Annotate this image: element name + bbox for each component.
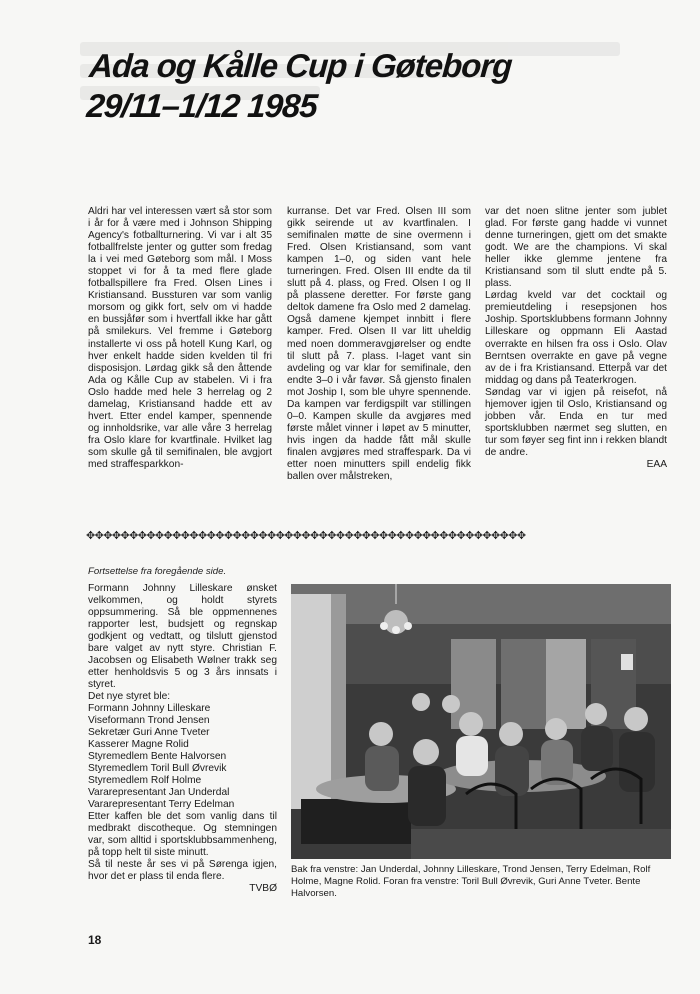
title-line-2: 29/11–1/12 1985 [85, 87, 319, 124]
board-member: Formann Johnny Lilleskare [88, 703, 211, 715]
board-member: Styremedlem Bente Halvorsen [88, 751, 227, 763]
board-member: Styremedlem Toril Bull Øvrevik [88, 763, 227, 775]
continued-paragraph-2: Etter kaffen ble det som vanlig dans til medbrakt discotheque. Og stemningen var, som alltid i sportsklubbsammenheng, på topp helt til siste minutt. [88, 811, 277, 859]
board-member: Sekretær Guri Anne Tveter [88, 727, 210, 739]
board-member: Styremedlem Rolf Holme [88, 775, 202, 787]
board-heading: Det nye styret ble: [88, 691, 171, 703]
article-column-2 [287, 206, 471, 483]
column-1-text: Aldri har vel interessen vært så stor som i år for å være med i Johnson Shipping Agency's fotballturnering. Vi var i alt 35 fotballfrelste jenter og gutter som fredag la i vei med Gøteborg som mål. I Moss stoppet vi for å ta med flere glade fotballspillere fra Fred. Olsen Lines i Kristiansand. Bussturen var som vanlig morsom og gikk fort, selv om vi hadde en bussjåfør som i hvertfall ikke har gått på smilekurs. Vel fremme i Gøteborg installerte vi oss på hotell Kung Karl, og hver enkelt hadde siden kvelden til fri disposisjon. Lørdag gikk så den åttende Ada og Kålle Cup av stabelen. Vi i fra Oslo hadde med hele 3 herrelag og 2 damelag, Kristiansand hadde ett av hvert. Etter endel kamper, spennende og innholdsrike, var alle våre 3 herrelag fra Oslo klare for kvartfinale. Hvilket lag som skulle gå til semifinalen, ble avgjort med straffesparkkon- [88, 206, 272, 470]
column-3-paragraph-3: Søndag var vi igjen på reisefot, nå hjemover igjen til Oslo, Kristiansand og jobben vår. Enda en tur med sportsklubben nærmet seg slutten, en tur som føyer seg fint inn i rekken blandt de andre. [485, 386, 667, 458]
article-column-3 [485, 206, 667, 471]
board-member: Kasserer Magne Rolid [88, 739, 189, 751]
column-3-paragraph-2: Lørdag kveld var det cocktail og premieutdeling i resepsjonen hos Joship. Sportsklubbens formann Johnny Lilleskare og oppmann Eli Aastad overrakte en hilsen fra oss i Oslo. Olav Berntsen overrakte en gave på vegne av de i fra Kristiansand. Etterpå var det middag og dans på Teaterkrogen. [485, 290, 667, 386]
continued-paragraph-1: Formann Johnny Lilleskare ønsket velkommen, og holdt styrets oppsummering. Så ble oppmennenes rapporter lest, budsjett og regnskap godkjent og vedtatt, og tilslutt gjenstod bare valget av nytt styre. Christian F. Jacobsen og Elisabeth Wølner trakk seg etter henholdsvis 5 og 3 års innsats i styret. [88, 583, 277, 691]
continued-paragraph-3: Så til neste år ses vi på Sørenga igjen, hvor det er plass til enda flere. [88, 859, 277, 883]
group-photo [291, 584, 671, 859]
board-member: Vararepresentant Terry Edelman [88, 799, 235, 811]
page-number: 18 [88, 933, 102, 947]
title-line-1: Ada og Kålle Cup i Gøteborg [88, 47, 513, 84]
board-member: Vararepresentant Jan Underdal [88, 787, 230, 799]
column-2-text: kurranse. Det var Fred. Olsen III som gikk seirende ut av kvartfinalen. I semifinalen møtte de sine overmenn i Fred. Olsen Kristiansand, som vant kampen 1–0, og siden vant hele turneringen. Fred. Olsen III endte da til slutt på 4. plass, og Fred. Olsen I og II på plassene deretter. For første gang deltok damene fra Oslo med 2 damelag. Også damene kjempet innbitt i flere kamper. Fred. Olsen II var litt uheldig med noen dommeravgjørelser og endte til slutt på 7. plass. I-laget vant sin avdeling og var klar for semifinale, den endte 3–0 i vår favør. Så gjensto finalen mot Joship I, som ble uhyre spennende. Da kampen var ferdigspilt var stillingen 0–0. Kampen skulle da avgjøres med første målet vinner i løpet av 5 minutter, hvis ingen da hadde fått mål skulle finalen avgjøres med straffespark. Da vi etter noen minutters spill endelig fikk ballen over målstreken, [287, 206, 471, 483]
restaurant-scene [291, 584, 671, 859]
article-column-1 [88, 206, 272, 471]
photo-caption: Bak fra venstre: Jan Underdal, Johnny Lilleskare, Trond Jensen, Terry Edelman, Rolf Holme, Magne Rolid. Foran fra venstre: Toril Bull Øvrevik, Guri Anne Tveter. Bente Halvorsen. [291, 864, 651, 899]
continued-signature: TVBØ [249, 883, 277, 895]
ornament-divider: ✥✥✥✥✥✥✥✥✥✥✥✥✥✥✥✥✥✥✥✥✥✥✥✥✥✥✥✥✥✥✥✥✥✥✥✥✥✥✥✥✥✥✥✥✥✥✥✥✥✥✥ [86, 530, 526, 542]
article-signature: EAA [646, 458, 667, 470]
board-list [88, 703, 277, 811]
continued-note: Fortsettelse fra foregående side. [88, 566, 227, 577]
column-3-paragraph-1: var det noen slitne jenter som jublet glad. For første gang hadde vi vunnet denne turneringen, gjett om det smakte godt. We are the champions. Vi skal heller ikke glemme jentene fra Kristiansand som til slutt endte på 5. plass. [485, 206, 667, 290]
article-title [85, 46, 513, 126]
continued-column [88, 583, 277, 895]
board-member: Viseformann Trond Jensen [88, 715, 210, 727]
